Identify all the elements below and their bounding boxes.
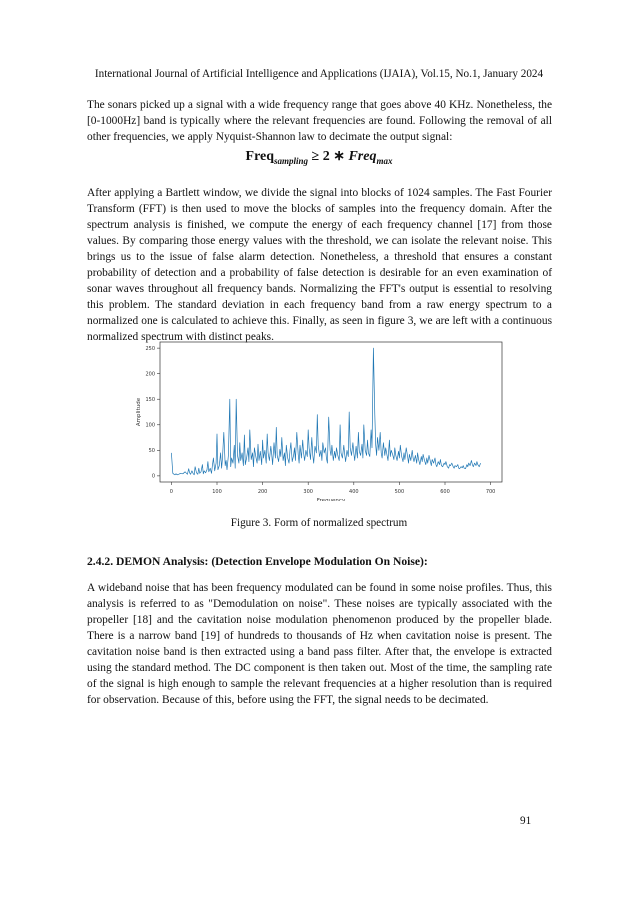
formula-operator: ≥ 2 ∗ xyxy=(308,149,349,164)
x-tick-label: 700 xyxy=(485,489,496,495)
x-tick-label: 400 xyxy=(349,489,359,495)
x-tick-label: 100 xyxy=(212,489,222,495)
formula-rhs-sub: max xyxy=(376,155,393,166)
formula-rhs: Freq xyxy=(348,149,377,164)
formula-lhs: Freq xyxy=(245,149,275,164)
paragraph-demon: A wideband noise that has been frequency modulated can be found in some noise profiles. Thus, this analysis is referred to as "Demodulation on noise". These noises are typically associated with the propeller [18] and the cavitation noise modulation phenomenon produced by the propeller blade. There is a narrow band [19] of hundreds to thousands of Hz when cavitation noise is present. The cavitation noise band is then extracted using a band pass filter. After that, the envelope is extracted using the standard method. The DC component is then taken out. Most of the time, the sampling rate of the signal is high enough to sample the relevant frequencies at a higher resolution than is required for observation. Because of this, before using the FFT, the signal needs to be decimated. xyxy=(87,582,552,706)
spectrum-line xyxy=(171,348,480,475)
paragraph-sonar-intro: The sonars picked up a signal with a wide frequency range that goes above 40 KHz. Nonetheless, the [0-1000Hz] band is typically where the relevant frequencies are found. Following the removal of all other frequencies, we apply Nyquist-Shannon law to decimate the output signal: xyxy=(87,99,552,143)
y-axis-label: Amplitude xyxy=(136,397,142,427)
journal-header: International Journal of Artificial Intelligence and Applications (IJAIA), Vol.15, No.1, January 2024 xyxy=(94,68,544,80)
x-tick-label: 0 xyxy=(169,489,173,495)
nyquist-formula xyxy=(0,148,638,166)
x-tick-label: 500 xyxy=(394,489,405,495)
x-tick-label: 600 xyxy=(440,489,450,495)
spectrum-figure xyxy=(130,336,510,506)
x-tick-label: 200 xyxy=(257,489,268,495)
x-tick-label: 300 xyxy=(303,489,313,495)
x-axis-label: Frequency xyxy=(316,498,346,501)
section-heading: 2.4.2. DEMON Analysis: (Detection Envelope Modulation On Noise): xyxy=(87,555,428,568)
y-tick-label: 200 xyxy=(145,371,155,378)
y-tick-label: 250 xyxy=(145,345,155,352)
y-tick-label: 150 xyxy=(145,397,155,404)
y-tick-label: 0 xyxy=(151,473,155,480)
y-tick-label: 100 xyxy=(145,422,155,429)
page-number: 91 xyxy=(520,815,532,827)
formula-lhs-sub: sampling xyxy=(274,155,309,166)
y-tick-label: 50 xyxy=(148,448,155,455)
figure-caption: Figure 3. Form of normalized spectrum xyxy=(230,517,408,529)
spectrum-chart xyxy=(130,336,510,501)
paragraph-fft-method: After applying a Bartlett window, we divide the signal into blocks of 1024 samples. The Fast Fourier Transform (FFT) is then used to move the blocks of samples into the frequency domain. After the spectrum analysis is finished, we compute the energy of each frequency channel [17] from those values. By comparing those energy values with the threshold, we can isolate the relevant noise. This brings us to the issue of false alarm detection. Nonetheless, a threshold that ensures a constant probability of detection and a probability of false detection is desirable for an even examination of sonar waves throughout all frequency bands. Normalizing the FFT's output is essential to resolving this problem. The standard deviation in each frequency band from a raw energy spectrum to a normalized one is calculated to achieve this. Finally, as seen in figure 3, we are left with a continuous normalized spectrum with distinct peaks. xyxy=(87,187,552,343)
plot-frame xyxy=(160,342,502,482)
